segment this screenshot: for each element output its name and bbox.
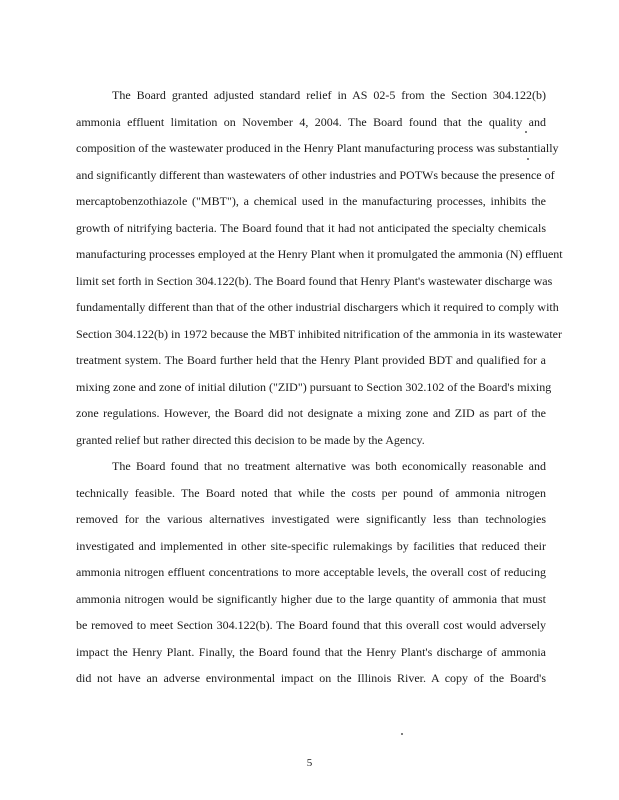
- paragraph-1-line: fundamentally different than that of the other industrial dischargers which it required to comply with: [76, 300, 559, 314]
- page-number: 5: [306, 757, 313, 769]
- paragraph-1-line: limit set forth in Section 304.122(b). The Board found that Henry Plant's wastewater discharge was: [76, 273, 553, 288]
- paragraph-1-line: zone regulations. However, the Board did not designate a mixing zone and ZID as part of the: [76, 406, 546, 420]
- paragraph-2-line: technically feasible. The Board noted that while the costs per pound of ammonia nitrogen: [76, 485, 546, 500]
- paragraph-1-line: mercaptobenzothiazole ("MBT"), a chemical used in the manufacturing processes, inhibits the: [76, 194, 546, 208]
- body-text: [76, 82, 563, 692]
- scan-speck: [525, 131, 527, 133]
- paragraph-2-line: be removed to meet Section 304.122(b). The Board found that this overall cost would adversely: [76, 618, 546, 632]
- paragraph-2-line: impact the Henry Plant. Finally, the Board found that the Henry Plant's discharge of ammonia: [76, 644, 546, 659]
- paragraph-2-line: ammonia nitrogen effluent concentrations to more acceptable levels, the overall cost of reducing: [76, 565, 546, 579]
- paragraph-2-line: did not have an adverse environmental impact on the Illinois River. A copy of the Board's: [76, 671, 546, 685]
- scan-speck: [527, 158, 529, 160]
- paragraph-1-line: and significantly different than wastewaters of other industries and POTWs because the presence of: [76, 167, 555, 182]
- paragraph-2-line: investigated and implemented in other site-specific rulemakings by facilities that reduced their: [76, 538, 546, 553]
- paragraph-1-line: treatment system. The Board further held that the Henry Plant provided BDT and qualified for a: [76, 353, 546, 367]
- paragraph-2-line: removed for the various alternatives investigated were significantly less than technologies: [76, 512, 546, 526]
- paragraph-1-line: mixing zone and zone of initial dilution ("ZID") pursuant to Section 302.102 of the Board's mixing: [76, 379, 552, 394]
- paragraph-2-line: The Board found that no treatment alternative was both economically reasonable and: [112, 459, 546, 473]
- paragraph-1-line: composition of the wastewater produced in the Henry Plant manufacturing process was substantially: [76, 141, 559, 155]
- paragraph-1-line: growth of nitrifying bacteria. The Board found that it had not anticipated the specialty chemicals: [76, 220, 546, 235]
- scan-speck: [401, 733, 403, 735]
- paragraph-1-line: granted relief but rather directed this decision to be made by the Agency.: [76, 432, 425, 447]
- paragraph-2-line: ammonia nitrogen would be significantly higher due to the large quantity of ammonia that must: [76, 591, 546, 606]
- paragraph-1-line: The Board granted adjusted standard relief in AS 02-5 from the Section 304.122(b): [112, 88, 546, 102]
- paragraph-1-line: Section 304.122(b) in 1972 because the MBT inhibited nitrification of the ammonia in its wastewater: [76, 326, 563, 341]
- paragraph-1-line: manufacturing processes employed at the Henry Plant when it promulgated the ammonia (N) effluent: [76, 247, 563, 261]
- paragraph-1-line: ammonia effluent limitation on November 4, 2004. The Board found that the quality and: [76, 114, 546, 129]
